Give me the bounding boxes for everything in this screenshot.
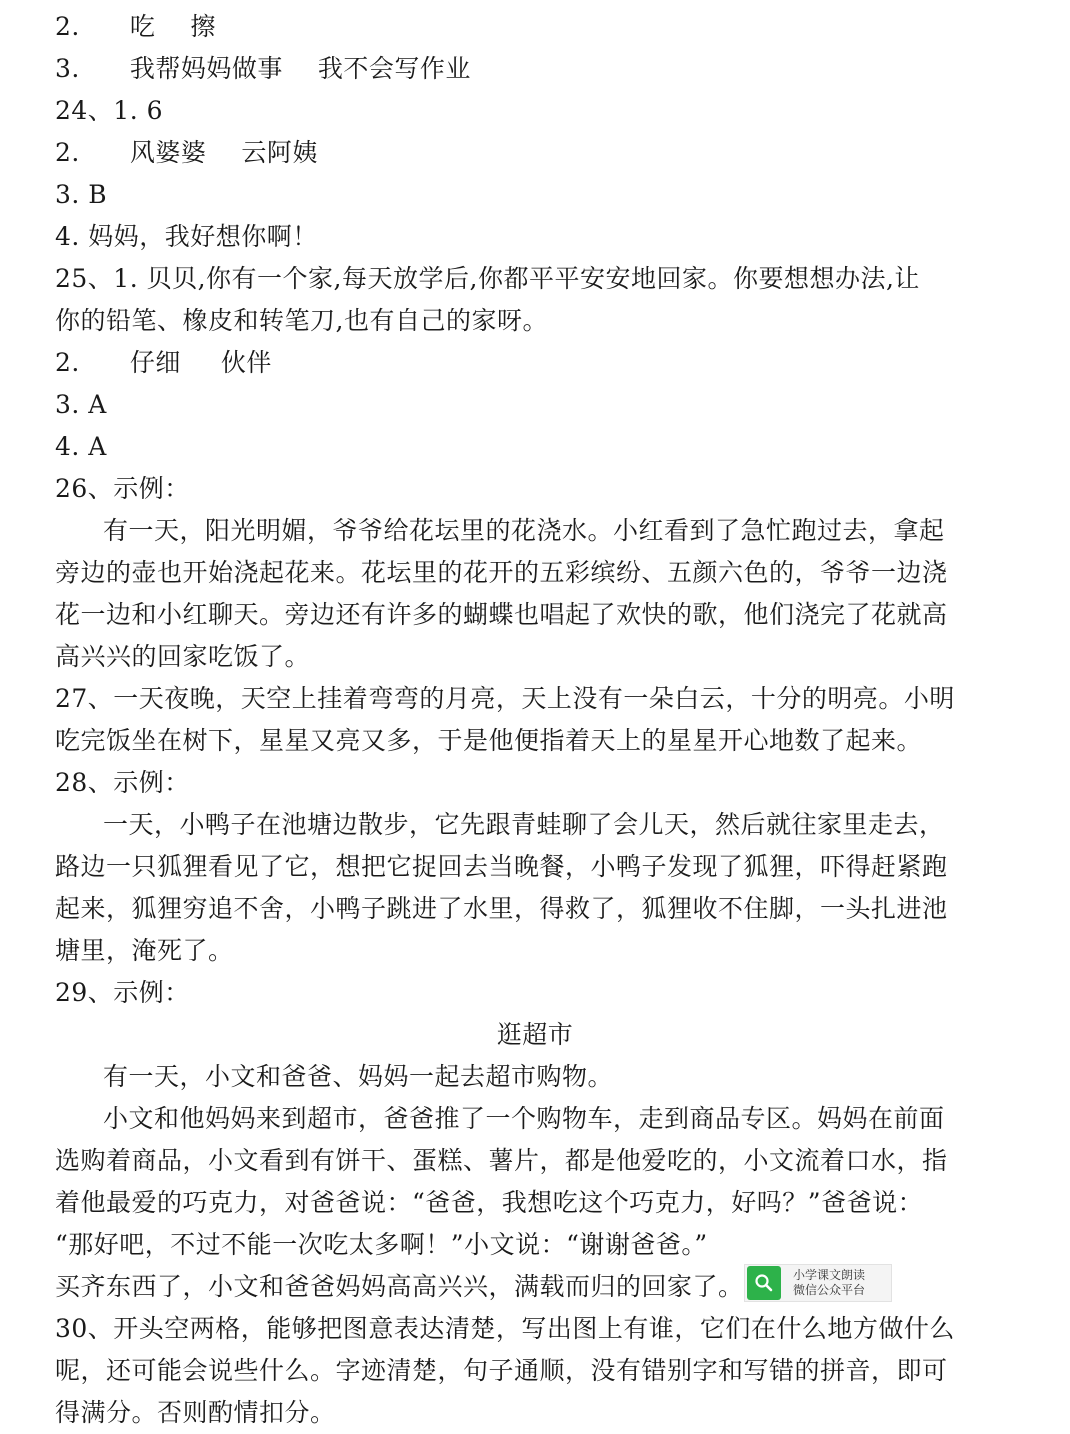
paragraph-line: 花一边和小红聊天。旁边还有许多的蝴蝶也唱起了欢快的歌，他们浇完了花就高 (55, 600, 948, 629)
watermark-line1: 小学课文朗读 (793, 1268, 866, 1282)
paragraph-line: 30、开头空两格，能够把图意表达清楚，写出图上有谁，它们在什么地方做什么 (55, 1314, 955, 1343)
paragraph-line: 呢，还可能会说些什么。字迹清楚，句子通顺，没有错别字和写错的拼音，即可 (55, 1356, 948, 1385)
answer-line (55, 342, 272, 384)
paragraph-line: 高兴兴的回家吃饭了。 (55, 642, 311, 671)
answer-word: 吃 (129, 12, 156, 41)
paragraph-line: 有一天，小文和爸爸、妈妈一起去超市购物。 (103, 1062, 614, 1091)
answer-word: 风婆婆 (129, 138, 207, 167)
answer-word: 伙伴 (220, 348, 272, 377)
paragraph-line: 塘里，淹死了。 (55, 936, 234, 965)
answer-line (55, 132, 318, 174)
paragraph-line: 买齐东西了，小文和爸爸妈妈高高兴兴，满载而归的回家了。 (55, 1272, 744, 1301)
paragraph-line: 旁边的壶也开始浇起花来。花坛里的花开的五彩缤纷、五颜六色的，爷爷一边浇 (55, 558, 948, 587)
paragraph-line: 27、一天夜晚，天空上挂着弯弯的月亮，天上没有一朵白云，十分的明亮。小明 (55, 684, 955, 713)
item-number: 3. (55, 54, 80, 83)
paragraph-line: 得满分。否则酌情扣分。 (55, 1398, 336, 1427)
paragraph-line: 小文和他妈妈来到超市，爸爸推了一个购物车，走到商品专区。妈妈在前面 (103, 1104, 945, 1133)
search-icon (747, 1266, 781, 1300)
paragraph-line: 路边一只狐狸看见了它，想把它捉回去当晚餐，小鸭子发现了狐狸，吓得赶紧跑 (55, 852, 948, 881)
answer-word: 云阿姨 (241, 138, 318, 167)
answer-line (55, 48, 471, 90)
essay-title: 逛超市 (496, 1020, 574, 1049)
answer-line: 28、示例： (55, 768, 190, 797)
paragraph-line: 起来，狐狸穷追不舍，小鸭子跳进了水里，得救了，狐狸收不住脚，一头扎进池 (55, 894, 948, 923)
answer-line: 24、1. 6 (55, 96, 164, 125)
paragraph-line: “那好吧，不过不能一次吃太多啊！”小文说：“谢谢爸爸。” (55, 1230, 708, 1259)
watermark-badge (744, 1264, 892, 1302)
answer-line: 26、示例： (55, 474, 190, 503)
item-number: 2. (55, 12, 80, 41)
item-number: 2. (55, 138, 80, 167)
watermark-line2: 微信公众平台 (793, 1283, 866, 1297)
answer-line: 4. 妈妈，我好想你啊！ (55, 222, 318, 251)
answer-line: 3. B (55, 180, 108, 209)
answer-line: 25、1. 贝贝,你有一个家,每天放学后,你都平平安安地回家。你要想想办法,让 (55, 264, 920, 293)
item-number: 2. (55, 348, 80, 377)
answer-word: 仔细 (129, 348, 181, 377)
answer-line: 3. A (55, 390, 107, 419)
answer-word: 擦 (190, 12, 216, 41)
paragraph-line: 着他最爱的巧克力，对爸爸说：“爸爸，我想吃这个巧克力，好吗？”爸爸说： (55, 1188, 924, 1217)
watermark-text (793, 1268, 865, 1298)
answer-phrase: 我帮妈妈做事 (129, 54, 283, 83)
paragraph-line: 有一天，阳光明媚，爷爷给花坛里的花浇水。小红看到了急忙跑过去，拿起 (103, 516, 945, 545)
paragraph-line: 吃完饭坐在树下，星星又亮又多，于是他便指着天上的星星开心地数了起来。 (55, 726, 923, 755)
answer-line: 29、示例： (55, 978, 190, 1007)
answer-line: 你的铅笔、橡皮和转笔刀,也有自己的家呀。 (55, 306, 548, 335)
answer-line: 4. A (55, 432, 107, 461)
answer-line (55, 6, 216, 48)
paragraph-line: 一天，小鸭子在池塘边散步，它先跟青蛙聊了会儿天，然后就往家里走去， (103, 810, 945, 839)
paragraph-line: 选购着商品，小文看到有饼干、蛋糕、薯片，都是他爱吃的，小文流着口水，指 (55, 1146, 948, 1175)
answer-phrase: 我不会写作业 (317, 54, 471, 83)
